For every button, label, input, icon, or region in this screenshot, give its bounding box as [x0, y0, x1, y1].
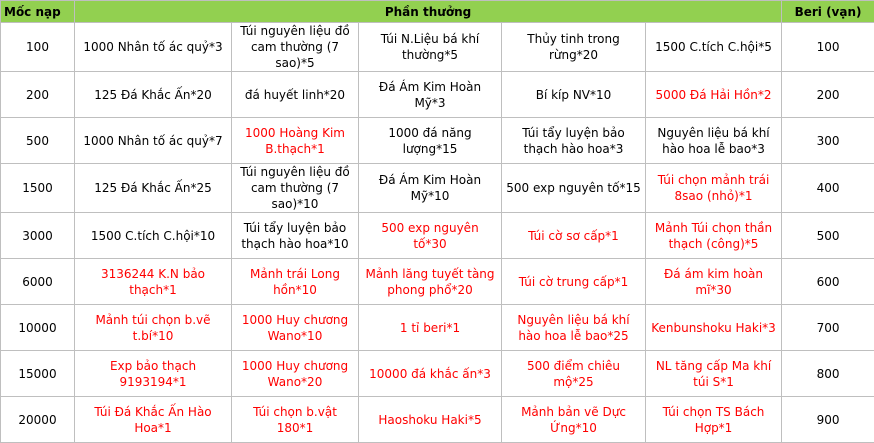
- header-beri: Beri (vạn): [782, 1, 874, 23]
- beri-cell: 600: [782, 259, 874, 305]
- table-row: [1, 351, 874, 397]
- reward-cell: 1000 đá năng lượng*15: [359, 118, 502, 164]
- reward-cell: Nguyên liệu bá khí hào hoa lễ bao*25: [502, 305, 646, 351]
- reward-cell: Đá Ám Kim Hoàn Mỹ*3: [359, 72, 502, 118]
- table-row: [1, 213, 874, 259]
- reward-cell: 10000 đá khắc ấn*3: [359, 351, 502, 397]
- milestone-cell: 3000: [1, 213, 75, 259]
- reward-cell: 5000 Đá Hải Hồn*2: [646, 72, 782, 118]
- reward-cell: 3136244 K.N bảo thạch*1: [75, 259, 232, 305]
- milestone-cell: 20000: [1, 397, 75, 443]
- reward-cell: Mảnh bản vẽ Dực Ứng*10: [502, 397, 646, 443]
- reward-cell: Mảnh trái Long hồn*10: [232, 259, 359, 305]
- reward-cell: 125 Đá Khắc Ấn*20: [75, 72, 232, 118]
- reward-cell: Mảnh túi chọn b.vẽ t.bí*10: [75, 305, 232, 351]
- beri-cell: 200: [782, 72, 874, 118]
- reward-cell: Túi N.Liệu bá khí thường*5: [359, 23, 502, 72]
- reward-cell: 1000 Huy chương Wano*10: [232, 305, 359, 351]
- table-row: [1, 23, 874, 72]
- reward-cell: Nguyên liệu bá khí hào hoa lễ bao*3: [646, 118, 782, 164]
- beri-cell: 400: [782, 164, 874, 213]
- beri-cell: 800: [782, 351, 874, 397]
- reward-cell: Đá Ám Kim Hoàn Mỹ*10: [359, 164, 502, 213]
- reward-cell: 125 Đá Khắc Ấn*25: [75, 164, 232, 213]
- reward-cell: Túi chọn b.vật 180*1: [232, 397, 359, 443]
- reward-cell: Túi tẩy luyện bảo thạch hào hoa*3: [502, 118, 646, 164]
- reward-cell: đá huyết linh*20: [232, 72, 359, 118]
- reward-cell: 1000 Huy chương Wano*20: [232, 351, 359, 397]
- reward-cell: Exp bảo thạch 9193194*1: [75, 351, 232, 397]
- reward-cell: 1000 Hoàng Kim B.thạch*1: [232, 118, 359, 164]
- table-row: [1, 118, 874, 164]
- beri-cell: 900: [782, 397, 874, 443]
- reward-cell: Kenbunshoku Haki*3: [646, 305, 782, 351]
- reward-cell: Túi nguyên liệu đồ cam thường (7 sao)*10: [232, 164, 359, 213]
- milestone-cell: 500: [1, 118, 75, 164]
- reward-cell: Mảnh Túi chọn thần thạch (công)*5: [646, 213, 782, 259]
- reward-cell: Haoshoku Haki*5: [359, 397, 502, 443]
- reward-cell: Bí kíp NV*10: [502, 72, 646, 118]
- beri-cell: 500: [782, 213, 874, 259]
- table-row: [1, 397, 874, 443]
- reward-cell: Túi chọn mảnh trái 8sao (nhỏ)*1: [646, 164, 782, 213]
- reward-cell: Đá ám kim hoàn mĩ*30: [646, 259, 782, 305]
- table-row: [1, 72, 874, 118]
- reward-cell: 1500 C.tích C.hội*10: [75, 213, 232, 259]
- milestone-cell: 10000: [1, 305, 75, 351]
- table-row: [1, 259, 874, 305]
- table-row: [1, 164, 874, 213]
- reward-cell: Túi chọn TS Bách Hợp*1: [646, 397, 782, 443]
- reward-cell: Túi tẩy luyện bảo thạch hào hoa*10: [232, 213, 359, 259]
- beri-cell: 700: [782, 305, 874, 351]
- reward-cell: Túi cờ sơ cấp*1: [502, 213, 646, 259]
- milestone-cell: 200: [1, 72, 75, 118]
- milestone-cell: 15000: [1, 351, 75, 397]
- reward-cell: Túi cờ trung cấp*1: [502, 259, 646, 305]
- header-moc-nap: Mốc nạp: [1, 1, 75, 23]
- milestone-cell: 6000: [1, 259, 75, 305]
- reward-cell: 1500 C.tích C.hội*5: [646, 23, 782, 72]
- header-phan-thuong: Phần thưởng: [75, 1, 782, 23]
- reward-cell: Mảnh lăng tuyết tàng phong phổ*20: [359, 259, 502, 305]
- reward-cell: 1000 Nhân tố ác quỷ*3: [75, 23, 232, 72]
- reward-cell: Thủy tinh trong rừng*20: [502, 23, 646, 72]
- reward-cell: Túi Đá Khắc Ấn Hào Hoa*1: [75, 397, 232, 443]
- reward-cell: NL tăng cấp Ma khí túi S*1: [646, 351, 782, 397]
- beri-cell: 100: [782, 23, 874, 72]
- reward-cell: 1000 Nhân tố ác quỷ*7: [75, 118, 232, 164]
- reward-cell: 500 exp nguyên tố*30: [359, 213, 502, 259]
- header-row: [1, 1, 874, 23]
- milestone-cell: 1500: [1, 164, 75, 213]
- milestone-cell: 100: [1, 23, 75, 72]
- table-row: [1, 305, 874, 351]
- reward-cell: Túi nguyên liệu đồ cam thường (7 sao)*5: [232, 23, 359, 72]
- reward-cell: 500 exp nguyên tố*15: [502, 164, 646, 213]
- beri-cell: 300: [782, 118, 874, 164]
- reward-cell: 1 tỉ beri*1: [359, 305, 502, 351]
- reward-cell: 500 điểm chiêu mộ*25: [502, 351, 646, 397]
